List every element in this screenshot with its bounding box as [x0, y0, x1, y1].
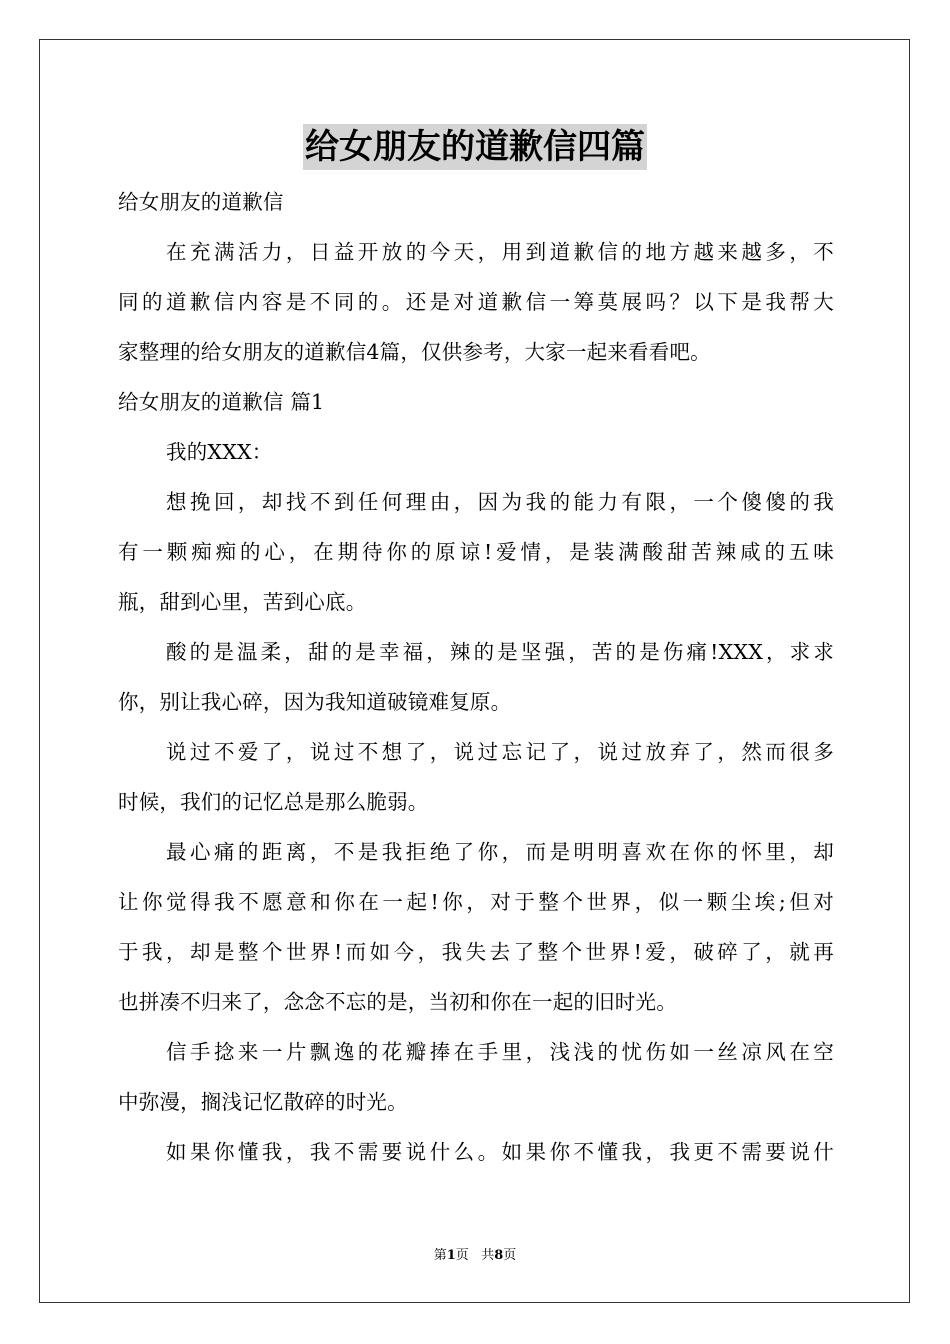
body-text-line: 也拼凑不归来了，念念不忘的是，当初和你在一起的旧时光。 [118, 990, 677, 1014]
footer-total-suffix: 页 [503, 1248, 517, 1263]
body-text-line: 家整理的给女朋友的道歉信4篇，仅供参考，大家一起来看看吧。 [118, 340, 711, 364]
body-text-line: 同的道歉信内容是不同的。还是对道歉信一筹莫展吗？以下是我帮大 [118, 290, 834, 314]
footer-page-current: 1 [446, 1248, 456, 1263]
body-text-line: 中弥漫，搁浅记忆散碎的时光。 [118, 1090, 408, 1114]
body-text-line: 酸的是温柔，甜的是幸福，辣的是坚强，苦的是伤痛!XXX，求求 [166, 640, 834, 664]
body-text-line: 你，别让我心碎，因为我知道破镜难复原。 [118, 690, 512, 714]
section-heading: 给女朋友的道歉信 篇1 [118, 390, 325, 414]
body-text-line: 于我，却是整个世界!而如今，我失去了整个世界!爱，破碎了，就再 [118, 940, 834, 964]
body-text-line: 让你觉得我不愿意和你在一起!你，对于整个世界，似一颗尘埃;但对 [118, 890, 834, 914]
document-body [118, 177, 834, 1177]
body-text-line: 最心痛的距离，不是我拒绝了你，而是明明喜欢在你的怀里，却 [166, 840, 834, 864]
body-text-line: 说过不爱了，说过不想了，说过忘记了，说过放弃了，然而很多 [166, 740, 834, 764]
footer-page-prefix: 第 [433, 1248, 447, 1263]
body-text-line: 有一颗痴痴的心，在期待你的原谅!爱情，是装满酸甜苦辣咸的五味 [118, 540, 834, 564]
section-heading: 给女朋友的道歉信 [118, 190, 284, 214]
footer-page-total: 8 [494, 1248, 504, 1263]
body-text-line: 想挽回，却找不到任何理由，因为我的能力有限，一个傻傻的我 [166, 490, 834, 514]
page-footer [0, 1247, 950, 1265]
document-title-wrapper [0, 124, 950, 174]
body-text-line: 如果你懂我，我不需要说什么。如果你不懂我，我更不需要说什 [166, 1140, 834, 1164]
body-text-line: 时候，我们的记忆总是那么脆弱。 [118, 790, 429, 814]
body-text-line: 信手捻来一片飘逸的花瓣捧在手里，浅浅的忧伤如一丝凉风在空 [166, 1040, 834, 1064]
body-text-line: 瓶，甜到心里，苦到心底。 [118, 590, 367, 614]
footer-total-prefix: 共 [481, 1248, 495, 1263]
body-text-line: 在充满活力，日益开放的今天，用到道歉信的地方越来越多，不 [166, 240, 834, 264]
body-text-line: 我的XXX： [166, 440, 273, 464]
document-title: 给女朋友的道歉信四篇 [303, 124, 647, 170]
footer-page-suffix: 页 [455, 1248, 469, 1263]
